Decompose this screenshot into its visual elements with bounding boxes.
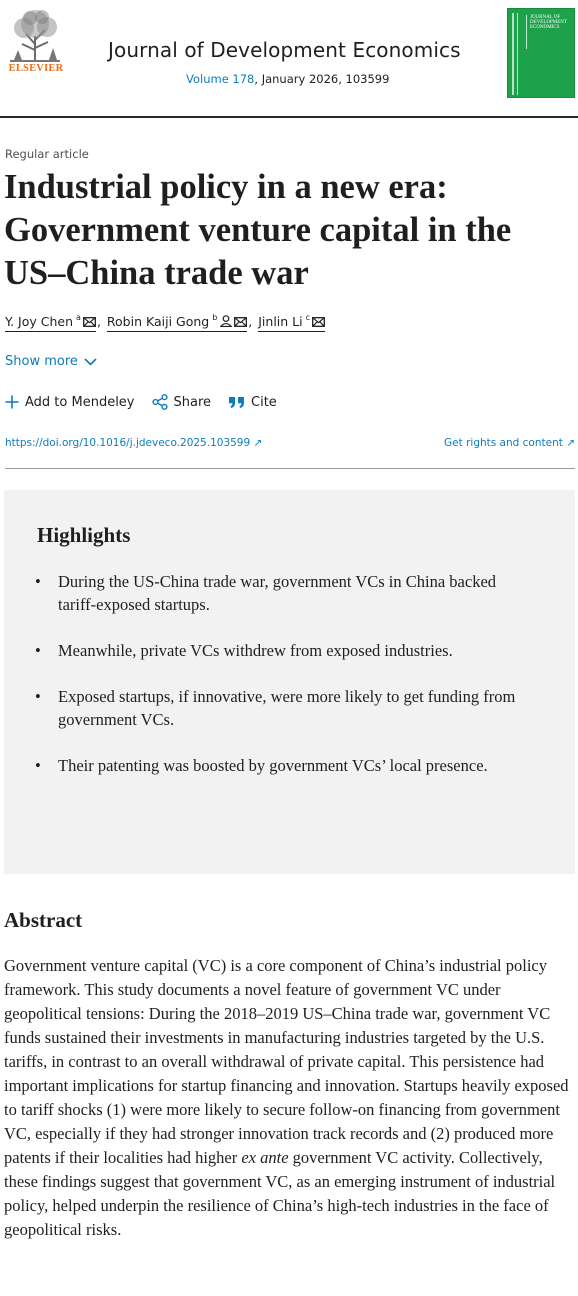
mail-icon xyxy=(83,317,96,327)
cite-button[interactable] xyxy=(228,395,277,410)
highlight-text: During the US-China trade war, government VCs in China backed tariff-exposed startups. xyxy=(58,572,497,614)
cite-label: Cite xyxy=(251,394,277,410)
mail-icon xyxy=(234,317,247,327)
mendeley-label: Add to Mendeley xyxy=(25,394,135,410)
article-title: Industrial policy in a new era: Government venture capital in the US–China trade war xyxy=(4,168,512,292)
cover-stripe xyxy=(512,13,514,95)
volume-link[interactable]: Volume 178 xyxy=(186,72,255,86)
person-icon xyxy=(220,315,232,327)
article-type: Regular article xyxy=(5,147,89,161)
author-link[interactable] xyxy=(5,313,96,332)
highlight-text: Exposed startups, if innovative, were more likely to get funding from government VCs. xyxy=(58,687,516,729)
masthead-divider xyxy=(0,116,578,118)
share-label: Share xyxy=(173,394,212,410)
abstract-text xyxy=(4,954,576,1242)
bullet: • xyxy=(35,641,41,660)
author-list xyxy=(5,313,325,332)
affiliation-marker: a xyxy=(76,313,81,322)
cover-title: JOURNAL OF DEVELOPMENT ECONOMICS xyxy=(526,15,573,49)
highlights-heading: Highlights xyxy=(37,523,131,547)
chevron-down-icon xyxy=(84,358,97,366)
highlight-item xyxy=(35,570,535,616)
abstract-text-part: government VC activity. Collectively, these findings suggest that government VC, as an emerging instrument of industrial policy, helped underpin the resilience of China’s high-tech industries in the face of geopolitical risks. xyxy=(4,1148,556,1239)
highlight-item xyxy=(35,685,535,731)
highlight-item xyxy=(35,639,535,662)
share-icon xyxy=(152,394,168,410)
author-link[interactable] xyxy=(107,313,247,332)
issue-details: , January 2026, 103599 xyxy=(254,72,390,86)
journal-cover-thumbnail[interactable] xyxy=(507,8,575,98)
bullet: • xyxy=(35,756,41,775)
doi-rights-row xyxy=(5,437,575,469)
mail-icon xyxy=(312,317,325,327)
cover-stripe xyxy=(517,13,518,95)
plus-icon xyxy=(5,395,19,409)
author-link[interactable] xyxy=(258,313,325,332)
quote-icon xyxy=(228,396,245,409)
bullet: • xyxy=(35,687,41,706)
abstract-italic-term: ex ante xyxy=(241,1148,289,1167)
rights-link[interactable]: Get rights and content ↗ xyxy=(444,437,575,449)
author-name: Jinlin Li xyxy=(258,314,303,329)
journal-masthead xyxy=(0,0,578,118)
publisher-name: ELSEVIER xyxy=(8,63,64,74)
highlights-panel xyxy=(4,490,575,874)
author-separator: , xyxy=(96,314,101,329)
add-to-mendeley-button[interactable] xyxy=(5,395,135,410)
author-separator: , xyxy=(248,314,253,329)
highlight-text: Their patenting was boosted by government VCs’ local presence. xyxy=(58,756,488,775)
affiliation-marker: c xyxy=(305,313,311,322)
bullet: • xyxy=(35,572,41,591)
abstract-text-part: Government venture capital (VC) is a core component of China’s industrial policy framework. This study documents a novel feature of government VC under geopolitical tensions: During the 2018–2019 US–China trade war, government VC funds sustained their investments in manufacturing industries targeted by the U.S. tariffs, in contrast to an overall withdrawal of private capital. This persistence had important implications for startup financing and innovation. Startups heavily exposed to tariff shocks (1) were more likely to secure follow-on financing from government VC, especially if they had stronger innovation track records and (2) produced more patents if their localities had higher xyxy=(4,956,569,1167)
show-more-label: Show more xyxy=(5,354,78,369)
author-name: Robin Kaiji Gong xyxy=(106,314,210,329)
share-button[interactable] xyxy=(152,394,212,410)
journal-issue-info xyxy=(186,72,389,86)
highlight-text: Meanwhile, private VCs withdrew from exposed industries. xyxy=(58,641,453,660)
article-toolbar xyxy=(5,394,294,410)
highlight-item xyxy=(35,754,535,777)
abstract-heading: Abstract xyxy=(4,908,83,932)
doi-link[interactable]: https://doi.org/10.1016/j.jdeveco.2025.103599 ↗ xyxy=(5,437,263,449)
affiliation-marker: b xyxy=(212,313,218,322)
show-more-button[interactable] xyxy=(5,354,97,369)
author-name: Y. Joy Chen xyxy=(5,314,74,329)
journal-title[interactable]: Journal of Development Economics xyxy=(108,38,461,62)
highlights-list xyxy=(35,570,535,800)
